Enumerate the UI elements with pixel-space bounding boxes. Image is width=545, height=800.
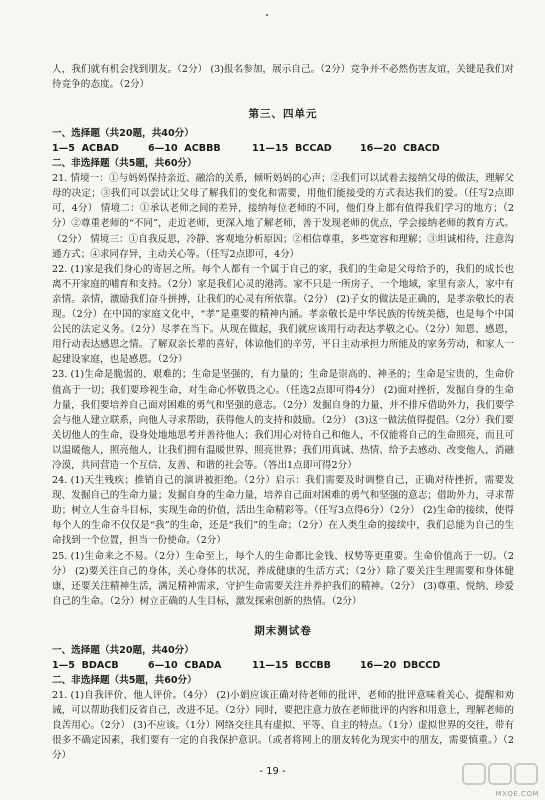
scan-dot — [266, 14, 268, 16]
question-23: 23. (1)生命是脆弱的、艰难的；生命是坚强的，有力量的；生命是崇高的、神圣的；生命是宝贵的，生命价值高于一切；我们要珍视生命，对生命心怀敬畏之心。（任选2点即可得4分） (2)面对挫折，发掘自身的生命力量，我们要培养自己面对困难的勇气和坚强的意志。（2分）发掘自身的力量，并不排斥借助外力，我们要学会与他人建立联系，向他人寻求帮助，获得他人的支持和鼓励。（2分） (3)这一做法值得提倡。（2分）我们要关切他人的生命，设身处地地思考并善待他人；我们用心对待自己和他人，不仅能将自己的生命照亮，而且可以温暖他人，照亮他人，让我们拥有温暖世界、照亮世界；我们用真诚、热情、给予去感动、改变他人，消融冷漠，共同营造一个互信、友善、和谐的社会等。（答出1点即可得2分） — [52, 369, 514, 471]
answer-group: 6—10 ACBBB — [148, 143, 221, 155]
answer-group: 1—5 BDACB — [52, 659, 119, 671]
answer-group: 16—20 DBCCD — [360, 659, 441, 671]
answer-group: 11—15 BCCAD — [252, 143, 332, 155]
question-22: 22. (1)家是我们身心的寄居之所。每个人都有一个属于自己的家，我们的生命是父母给予的，我们的成长也离不开家庭的哺育和支持。（2分）家是我们心灵的港湾。家不只是一所房子、一个地域，家里有亲人，家中有亲情。亲情，激励我们奋斗拼搏，让我们的心灵有所依靠。（2分） (2)子女的做法是正确的，是孝亲敬长的表现。（2分）在中国的家庭文化中，“孝”是重要的精神内涵。孝亲敬长是中华民族的传统美德，也是每个中国公民的法定义务。（2分）尽孝在当下。从现在做起，我们就应该用行动表达孝敬之心。（2分）知恩、感恩，用行动表达感恩之情。了解双亲长辈的喜好，体谅他们的辛劳，平日主动承担力所能及的家务劳动，和家人一起建设家庭，也是感恩。（2分） — [52, 263, 514, 366]
section-choice-heading: 一、选择题（共20题，共40分） — [52, 128, 194, 140]
final-nonchoice-heading: 二、非选择题（共5题，共60分） — [52, 674, 197, 686]
answer-group: 16—20 CBACD — [360, 143, 440, 155]
final-exam-title: 期末测试卷 — [254, 624, 312, 637]
page-number: - 19 - — [259, 766, 286, 777]
section-nonchoice-heading: 二、非选择题（共5题，共60分） — [52, 158, 197, 170]
choice-answers — [52, 141, 514, 156]
answer-page — [52, 62, 514, 763]
answer-group: 1—5 ACBAD — [52, 143, 119, 155]
unit-title: 第三、四单元 — [248, 108, 318, 121]
answer-group: 11—15 BCCBB — [252, 659, 331, 671]
final-choice-heading: 一、选择题（共20题，共40分） — [52, 644, 194, 656]
answer-group: 6—10 CBADA — [148, 659, 222, 671]
top-paragraph: 人，我们就有机会找到朋友。（2分） (3)报名参加，展示自己。（2分）竞争并不必然伤害友谊，关键是我们对待竞争的态度。（2分） — [52, 64, 514, 91]
question-25: 25. (1)生命来之不易。（2分）生命至上，每个人的生命都比金钱、权势等更重要。生命价值高于一切。（2分） (2)要关注自己的身体，关心身体的状况，养成健康的生活方式；（2分）除了要关注生理需要和身体健康，还要关注精神生活，满足精神需求，守护生命需要关注并养护我们的精神。（2分） (3)尊重、悦纳、珍爱自己的生命。（2分）树立正确的人生目标，激发探索创新的热情。（2分） — [52, 550, 514, 607]
question-21: 21. 情境一：①与妈妈保持亲近、融洽的关系，倾听妈妈的心声；②我们可以试着去接纳父母的做法，理解父母的决定；③我们可以尝试让父母了解我们的变化和需要，用他们能接受的方式表达我们的爱。（任写2点即可，4分） 情境二：①承认老师之间的差异，接纳每位老师的不同，他们身上都有值得我们学习的地方；（2分）②尊重老师的“不同”，走近老师，更深入地了解老师，善于发现老师的优点，学会接纳老师的教育方式。（2分） 情境三：①自我反思，冷静、客观地分析原因；②相信尊重，多些宽容和理解；③坦诚相待，注意沟通方式；④求同存异，主动关心等。（任写2点即可，4分） — [52, 173, 514, 260]
watermark-text: MXQE.COM — [495, 790, 539, 798]
final-choice-answers — [52, 658, 514, 673]
final-question-21: 21. (1)自我评价、他人评价。（4分） (2)小娟应该正确对待老师的批评，老师的批评意味着关心、提醒和劝诫，可以帮助我们反省自己，改进不足。（2分）同时，要把注意力放在老师批评的内容和用意上，理解老师的良苦用心。（2分） (3)不应该。（1分）网络交往具有虚拟、平等、自主的特点。（1分）虚拟世界的交往，带有很多不确定因素，我们要有一定的自我保护意识。（或者将网上的朋友转化为现实中的朋友，需要慎重。）（2分） — [52, 689, 514, 762]
question-24: 24. (1)天生残疾；推销自己的演讲被拒绝。（2分）启示：我们需要及时调整自己，正确对待挫折，需要发现、发掘自己的生命力量；发掘自身的生命力量，培养自己面对困难的勇气和坚强的意志；借助外力，寻求帮助；树立人生奋斗目标，实现生命的价值，活出生命精彩等。（任写3点得6分）（2分） (2)生命的接续，使得每个人的生命不仅仅是“我”的生命，还是“我们”的生命；（2分）在人类生命的接续中，我们总能为自己的生命找到一个位置，担当一份使命。（2分） — [52, 475, 514, 547]
